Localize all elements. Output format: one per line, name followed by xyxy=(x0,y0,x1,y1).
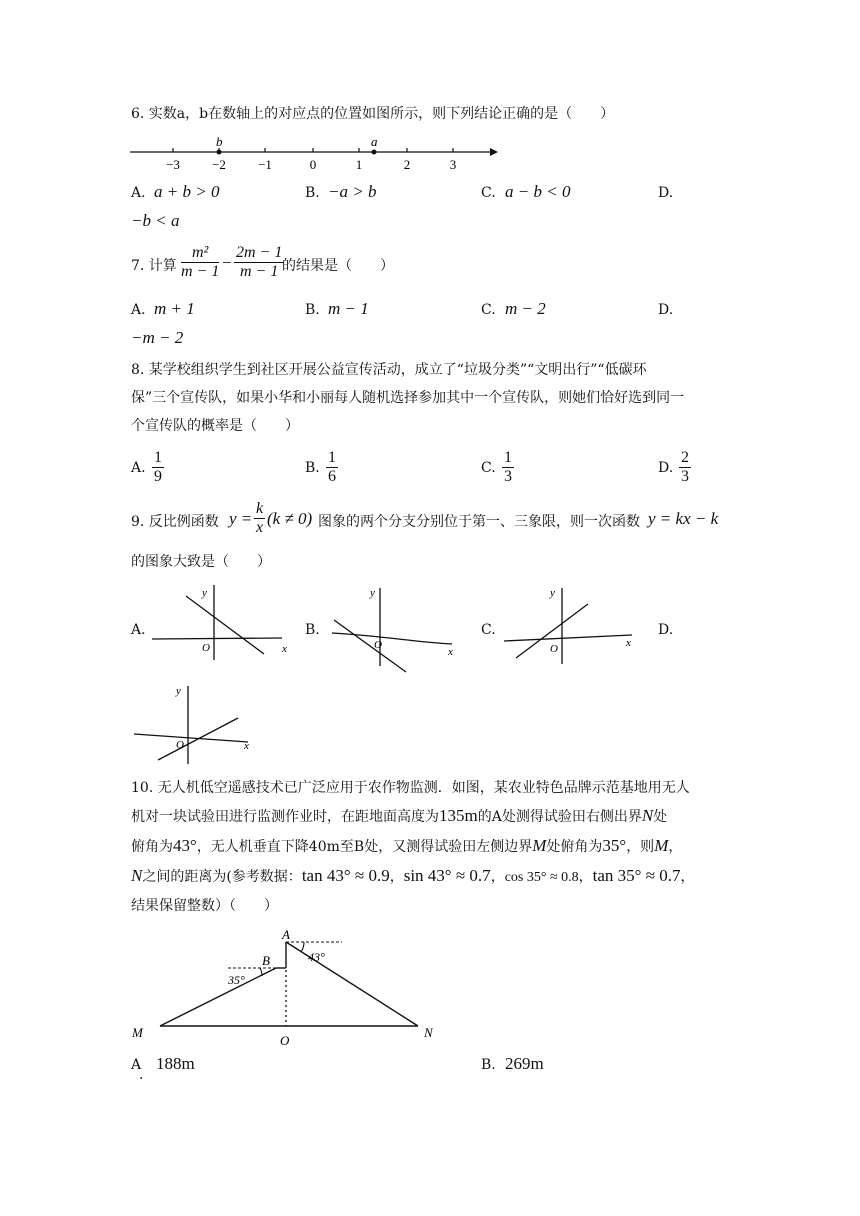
fig-label-b: B xyxy=(262,953,270,968)
q7-option-a[interactable]: m + 1 xyxy=(154,299,195,318)
q6-option-d[interactable]: −b < a xyxy=(131,211,180,230)
q6-option-c-label[interactable]: C. xyxy=(481,185,496,201)
q6-option-b[interactable]: −a > b xyxy=(328,182,377,201)
q7-option-b-label[interactable]: B. xyxy=(305,302,320,318)
svg-text:O: O xyxy=(202,642,210,654)
point-b-marker xyxy=(217,150,222,155)
q9-option-b-label[interactable]: B. xyxy=(305,622,320,638)
q6-option-c[interactable]: a − b < 0 xyxy=(505,182,571,201)
fig-label-n: N xyxy=(424,1025,433,1040)
q9-graph-b[interactable] xyxy=(324,582,464,674)
q8-option-d-label[interactable]: D. xyxy=(658,460,674,476)
q7-option-c-label[interactable]: C. xyxy=(481,302,496,318)
q7-minus: − xyxy=(222,253,232,272)
q7-fraction-1 xyxy=(181,244,219,281)
tick-label: 0 xyxy=(309,157,317,172)
question-7-stem-pre: 7. 计算 xyxy=(131,258,177,274)
q9-graph-d[interactable] xyxy=(130,682,260,768)
q9-option-c-label[interactable]: C. xyxy=(481,622,496,638)
q6-option-d-label[interactable]: D. xyxy=(658,185,674,201)
question-10-line-1: 10. 无人机低空遥感技术已广泛应用于农作物监测．如图，某农业特色品牌示范基地用无人 xyxy=(131,780,690,796)
svg-text:y: y xyxy=(202,587,207,599)
q8-option-d[interactable]: $\frac{2}{3}$ xyxy=(681,449,689,485)
question-9-mid: 图象的两个分支分别位于第一、三象限，则一次函数 xyxy=(318,514,640,530)
q7-option-d[interactable]: −m − 2 xyxy=(131,328,184,347)
q8-option-a-label[interactable]: A. xyxy=(131,460,146,476)
q7-option-a-label[interactable]: A. xyxy=(131,302,146,318)
tick-label: 2 xyxy=(403,157,411,172)
q9-option-a-label[interactable]: A. xyxy=(131,622,146,638)
q9-graph-c[interactable] xyxy=(500,582,640,666)
q10-option-a-dot: . xyxy=(139,1067,144,1083)
question-10-line-3: 俯角为43°，无人机垂直下降40m至B处，又测得试验田左侧边界M处俯角为35°，则M， xyxy=(131,836,683,855)
svg-text:O: O xyxy=(374,639,382,651)
svg-text:y: y xyxy=(550,587,555,599)
fig-label-m: M xyxy=(132,1025,143,1040)
q10-option-a[interactable]: 188m xyxy=(156,1054,195,1073)
q9-option-d-label[interactable]: D. xyxy=(658,622,674,638)
q10-option-a-label[interactable]: A xyxy=(131,1057,142,1073)
fig-label-o: O xyxy=(280,1033,290,1048)
question-8-line-2: 保”三个宣传队，如果小华和小丽每人随机选择参加其中一个宣传队，则她们恰好选到同一 xyxy=(131,390,685,406)
svg-text:x: x xyxy=(626,637,631,649)
q9-linear-function: y = kx − k xyxy=(648,509,719,528)
q7-fraction-2 xyxy=(234,244,284,281)
fig-angle-35: 35° xyxy=(228,973,245,987)
question-9-pre: 9. 反比例函数 xyxy=(131,514,219,530)
svg-text:O: O xyxy=(176,739,184,751)
fig-angle-43: 43° xyxy=(308,950,325,964)
fig-label-a: A xyxy=(282,927,290,942)
tick-label: −3 xyxy=(166,157,180,172)
svg-text:x: x xyxy=(244,740,249,752)
q8-option-a[interactable]: $\frac{1}{9}$ xyxy=(154,449,162,485)
q7-f1-num: m² xyxy=(181,244,219,263)
q9-k-over-x: $\frac{k}{x}$ xyxy=(256,500,264,536)
svg-text:O: O xyxy=(550,643,558,655)
q10-option-b-label[interactable]: B. xyxy=(481,1057,496,1073)
svg-text:x: x xyxy=(448,646,453,658)
tick-label: −2 xyxy=(212,157,226,172)
question-10-line-2: 机对一块试验田进行监测作业时，在距地面高度为135m的A处测得试验田右侧出界N处 xyxy=(131,806,668,825)
number-line xyxy=(128,134,500,174)
q7-option-d-label[interactable]: D. xyxy=(658,302,674,318)
question-7-stem-post: 的结果是（ ） xyxy=(282,258,394,274)
q7-f2-den: m − 1 xyxy=(240,263,279,280)
q8-option-b[interactable]: $\frac{1}{6}$ xyxy=(328,449,336,485)
q7-option-b[interactable]: m − 1 xyxy=(328,299,369,318)
svg-text:y: y xyxy=(370,587,375,599)
q7-f2-num: 2m − 1 xyxy=(236,244,283,261)
q6-option-a[interactable]: a + b > 0 xyxy=(154,182,220,201)
q7-option-c[interactable]: m − 2 xyxy=(505,299,546,318)
tick-label: 3 xyxy=(449,157,457,172)
question-10-line-5: 结果保留整数）（ ） xyxy=(131,898,278,914)
q8-option-b-label[interactable]: B. xyxy=(305,460,320,476)
question-8-line-3: 个宣传队的概率是（ ） xyxy=(131,418,299,434)
q6-option-b-label[interactable]: B. xyxy=(305,185,320,201)
q6-option-a-label[interactable]: A. xyxy=(131,185,146,201)
drone-figure xyxy=(128,925,448,1050)
point-a-marker xyxy=(372,150,377,155)
question-9-line-2: 的图象大致是（ ） xyxy=(131,554,271,570)
point-b-label: b xyxy=(216,134,223,149)
question-6-stem: 6. 实数a，b在数轴上的对应点的位置如图所示，则下列结论正确的是（ ） xyxy=(131,106,615,122)
point-a-label: a xyxy=(371,134,378,149)
svg-text:y: y xyxy=(176,685,181,697)
q10-option-b[interactable]: 269m xyxy=(505,1054,544,1073)
question-10-line-4: N之间的距离为(参考数据：tan 43° ≈ 0.9，sin 43° ≈ 0.7，cos 35° ≈ 0.8，tan 35° ≈ 0.7， xyxy=(131,866,695,885)
q8-option-c-label[interactable]: C. xyxy=(481,460,496,476)
question-8-line-1: 8. 某学校组织学生到社区开展公益宣传活动，成立了“垃圾分类”“文明出行”“低碳环 xyxy=(131,362,647,378)
svg-text:x: x xyxy=(282,643,287,655)
q9-graph-a[interactable] xyxy=(150,582,290,662)
tick-label: 1 xyxy=(355,157,363,172)
q8-option-c[interactable]: $\frac{1}{3}$ xyxy=(504,449,512,485)
tick-label: −1 xyxy=(258,157,272,172)
q7-f1-den: m − 1 xyxy=(181,263,220,280)
q9-y-eq: y = xyxy=(229,509,253,528)
q9-condition: (k ≠ 0) xyxy=(267,509,313,528)
